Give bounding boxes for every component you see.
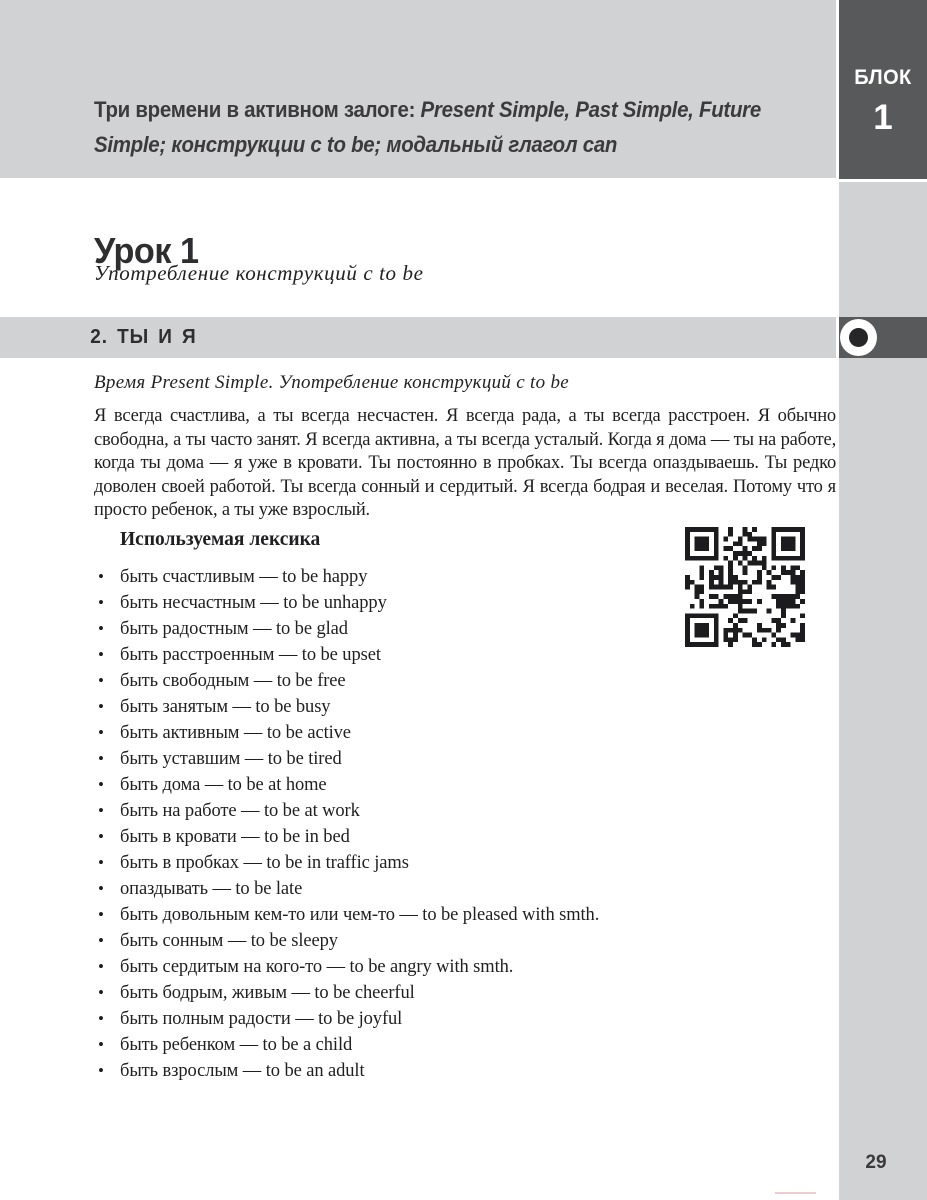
lexicon-block bbox=[94, 529, 836, 1084]
list-item: • быть дома — to be at home bbox=[94, 772, 836, 798]
list-item: • быть уставшим — to be tired bbox=[94, 746, 836, 772]
bullseye-circle-icon bbox=[840, 319, 877, 356]
lesson-subtitle: Употребление конструкций с to be bbox=[94, 261, 424, 285]
list-item: • быть занятым — to be busy bbox=[94, 694, 836, 720]
list-item: • быть довольным кем-то или чем-то — to be pleased with smth. bbox=[94, 902, 836, 928]
list-item: • опаздывать — to be late bbox=[94, 876, 836, 902]
list-item: • быть ребенком — to be a child bbox=[94, 1032, 836, 1058]
list-item: • быть радостным — to be glad bbox=[94, 616, 836, 642]
chapter-title bbox=[94, 92, 803, 162]
block-tab-label: БЛОК bbox=[854, 66, 912, 89]
list-item: • быть расстроенным — to be upset bbox=[94, 642, 836, 668]
list-item: • быть свободным — to be free bbox=[94, 668, 836, 694]
list-item: • быть взрослым — to be an adult bbox=[94, 1058, 836, 1084]
list-item: • быть сердитым на кого-то — to be angry with smth. bbox=[94, 954, 836, 980]
list-item: • быть полным радости — to be joyful bbox=[94, 1006, 836, 1032]
list-item: • быть сонным — to be sleepy bbox=[94, 928, 836, 954]
section-intro: Время Present Simple. Употребление конструкций с to be bbox=[94, 372, 570, 393]
bullseye-dot bbox=[849, 328, 868, 347]
block-tab-number: 1 bbox=[873, 98, 893, 137]
list-item: • быть бодрым, живым — to be cheerful bbox=[94, 980, 836, 1006]
section-title: 2. ТЫ И Я bbox=[90, 326, 197, 348]
chapter-title-plain: Три времени в активном залоге: bbox=[94, 97, 421, 122]
lexicon-heading: Используемая лексика bbox=[120, 528, 321, 550]
list-item: • быть активным — to be active bbox=[94, 720, 836, 746]
block-tab bbox=[839, 0, 927, 179]
section-paragraph: Я всегда счастлива, а ты всегда несчастен. Я всегда рада, а ты всегда расстроен. Я обычно свободна, а ты часто занят. Я всегда активна, а ты всегда усталый. Когда я дома — ты на работе, когда ты дома — я уже в кровати. Ты постоянно в пробках. Ты всегда опаздываешь. Ты редко доволен своей работой. Ты всегда сонный и сердитый. Я всегда бодрая и веселая. Потому что я просто ребенок, а ты уже взрослый. bbox=[94, 406, 836, 521]
list-item: • быть на работе — to be at work bbox=[94, 798, 836, 824]
list-item: • быть в кровати — to be in bed bbox=[94, 824, 836, 850]
lexicon-list bbox=[94, 564, 836, 1084]
print-artifact-line bbox=[775, 1192, 816, 1194]
list-item: • быть в пробках — to be in traffic jams bbox=[94, 850, 836, 876]
lesson-title: Урок 1 bbox=[94, 230, 199, 272]
list-item: • быть счастливым — to be happy bbox=[94, 564, 836, 590]
section-content bbox=[94, 372, 836, 1084]
page-number: 29 bbox=[865, 1152, 887, 1173]
chapter-title-italic: Present Simple, Past Simple, Future Simple; конструкции с to be; модальный глагол can bbox=[94, 97, 761, 157]
section-band-right bbox=[839, 317, 927, 358]
section-band bbox=[0, 317, 836, 358]
list-item: • быть несчастным — to be unhappy bbox=[94, 590, 836, 616]
